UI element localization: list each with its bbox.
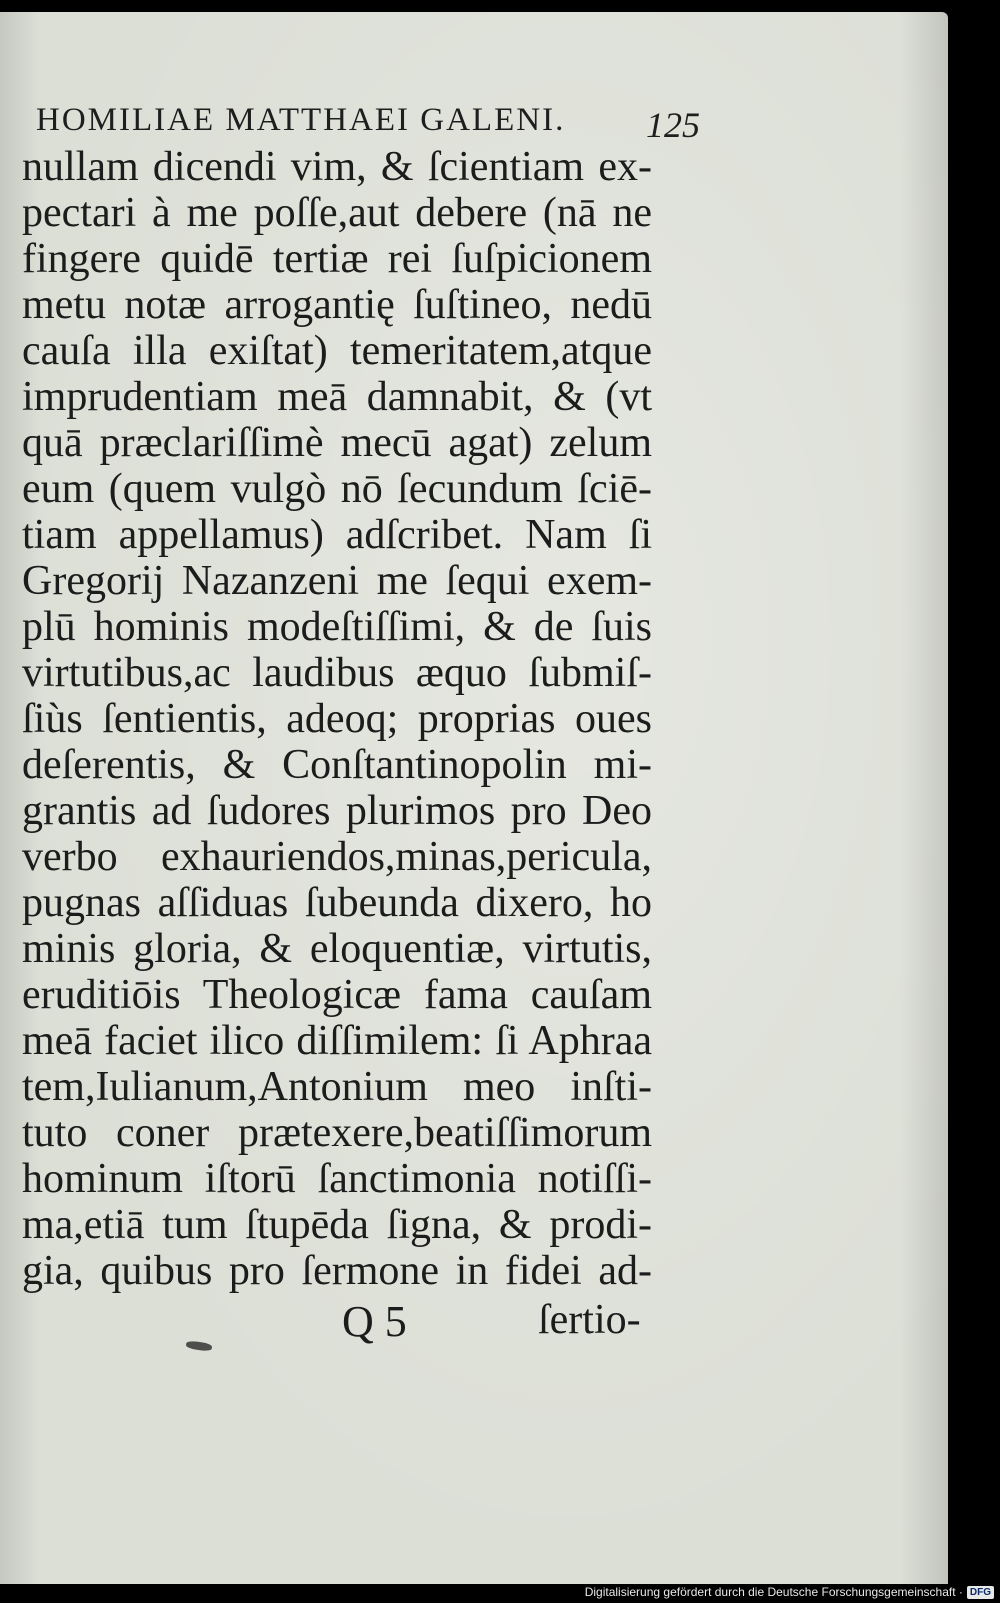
running-head: HOMILIAE MATTHAEI GALENI. bbox=[36, 102, 566, 138]
text-line: ſiùs ſentientis, adeoq; proprias oues bbox=[22, 696, 652, 742]
text-line: quā præclariſſimè mecū agat) zelum bbox=[22, 420, 652, 466]
text-line: deſerentis, & Conſtantinopolin mi- bbox=[22, 742, 652, 788]
text-line: hominum iſtorū ſanctimonia notiſſi- bbox=[22, 1156, 652, 1202]
text-line: meā faciet ilico diſſimilem: ſi Aphraa bbox=[22, 1018, 652, 1064]
text-line: pugnas aſſiduas ſubeunda dixero, ho bbox=[22, 880, 652, 926]
text-line: virtutibus,ac laudibus æquo ſubmiſ- bbox=[22, 650, 652, 696]
text-line: Gregorij Nazanzeni me ſequi exem- bbox=[22, 558, 652, 604]
text-line: tuto coner prætexere,beatiſſimorum bbox=[22, 1110, 652, 1156]
catchword: ſertio- bbox=[538, 1297, 641, 1343]
text-line: tiam appellamus) adſcribet. Nam ſi bbox=[22, 512, 652, 558]
text-line: minis gloria, & eloquentiæ, virtutis, bbox=[22, 926, 652, 972]
text-line: cauſa illa exiſtat) temeritatem,atque bbox=[22, 328, 652, 374]
ink-smudge bbox=[186, 1340, 213, 1352]
text-line: ma,etiā tum ſtupēda ſigna, & prodi- bbox=[22, 1202, 652, 1248]
text-line: metu notæ arrogantię ſuſtineo, nedū bbox=[22, 282, 652, 328]
text-line: verbo exhauriendos,minas,pericula, bbox=[22, 834, 652, 880]
scanned-page bbox=[0, 12, 948, 1584]
credit-text: Digitalisierung gefördert durch die Deutsche Forschungsgemeinschaft · bbox=[584, 1585, 963, 1599]
text-line: tem,Iulianum,Antonium meo inſti- bbox=[22, 1064, 652, 1110]
text-line: imprudentiam meā damnabit, & (vt bbox=[22, 374, 652, 420]
text-line: plū hominis modeſtiſſimi, & de ſuis bbox=[22, 604, 652, 650]
text-line: gia, quibus pro ſermone in fidei ad- bbox=[22, 1248, 652, 1294]
text-line: fingere quidē tertiæ rei ſuſpicionem bbox=[22, 236, 652, 282]
text-line: grantis ad ſudores plurimos pro Deo bbox=[22, 788, 652, 834]
signature-mark: Q 5 bbox=[342, 1297, 407, 1346]
text-line: eruditiōis Theologicæ fama cauſam bbox=[22, 972, 652, 1018]
body-text bbox=[22, 144, 652, 1294]
text-line: pectari à me poſſe,aut debere (nā ne bbox=[22, 190, 652, 236]
text-line: nullam dicendi vim, & ſcientiam ex- bbox=[22, 144, 652, 190]
folio-number: 125 bbox=[646, 105, 700, 145]
digitization-credit bbox=[585, 1585, 994, 1599]
dfg-logo-icon: DFG bbox=[967, 1586, 994, 1599]
text-line: eum (quem vulgò nō ſecundum ſciē- bbox=[22, 466, 652, 512]
